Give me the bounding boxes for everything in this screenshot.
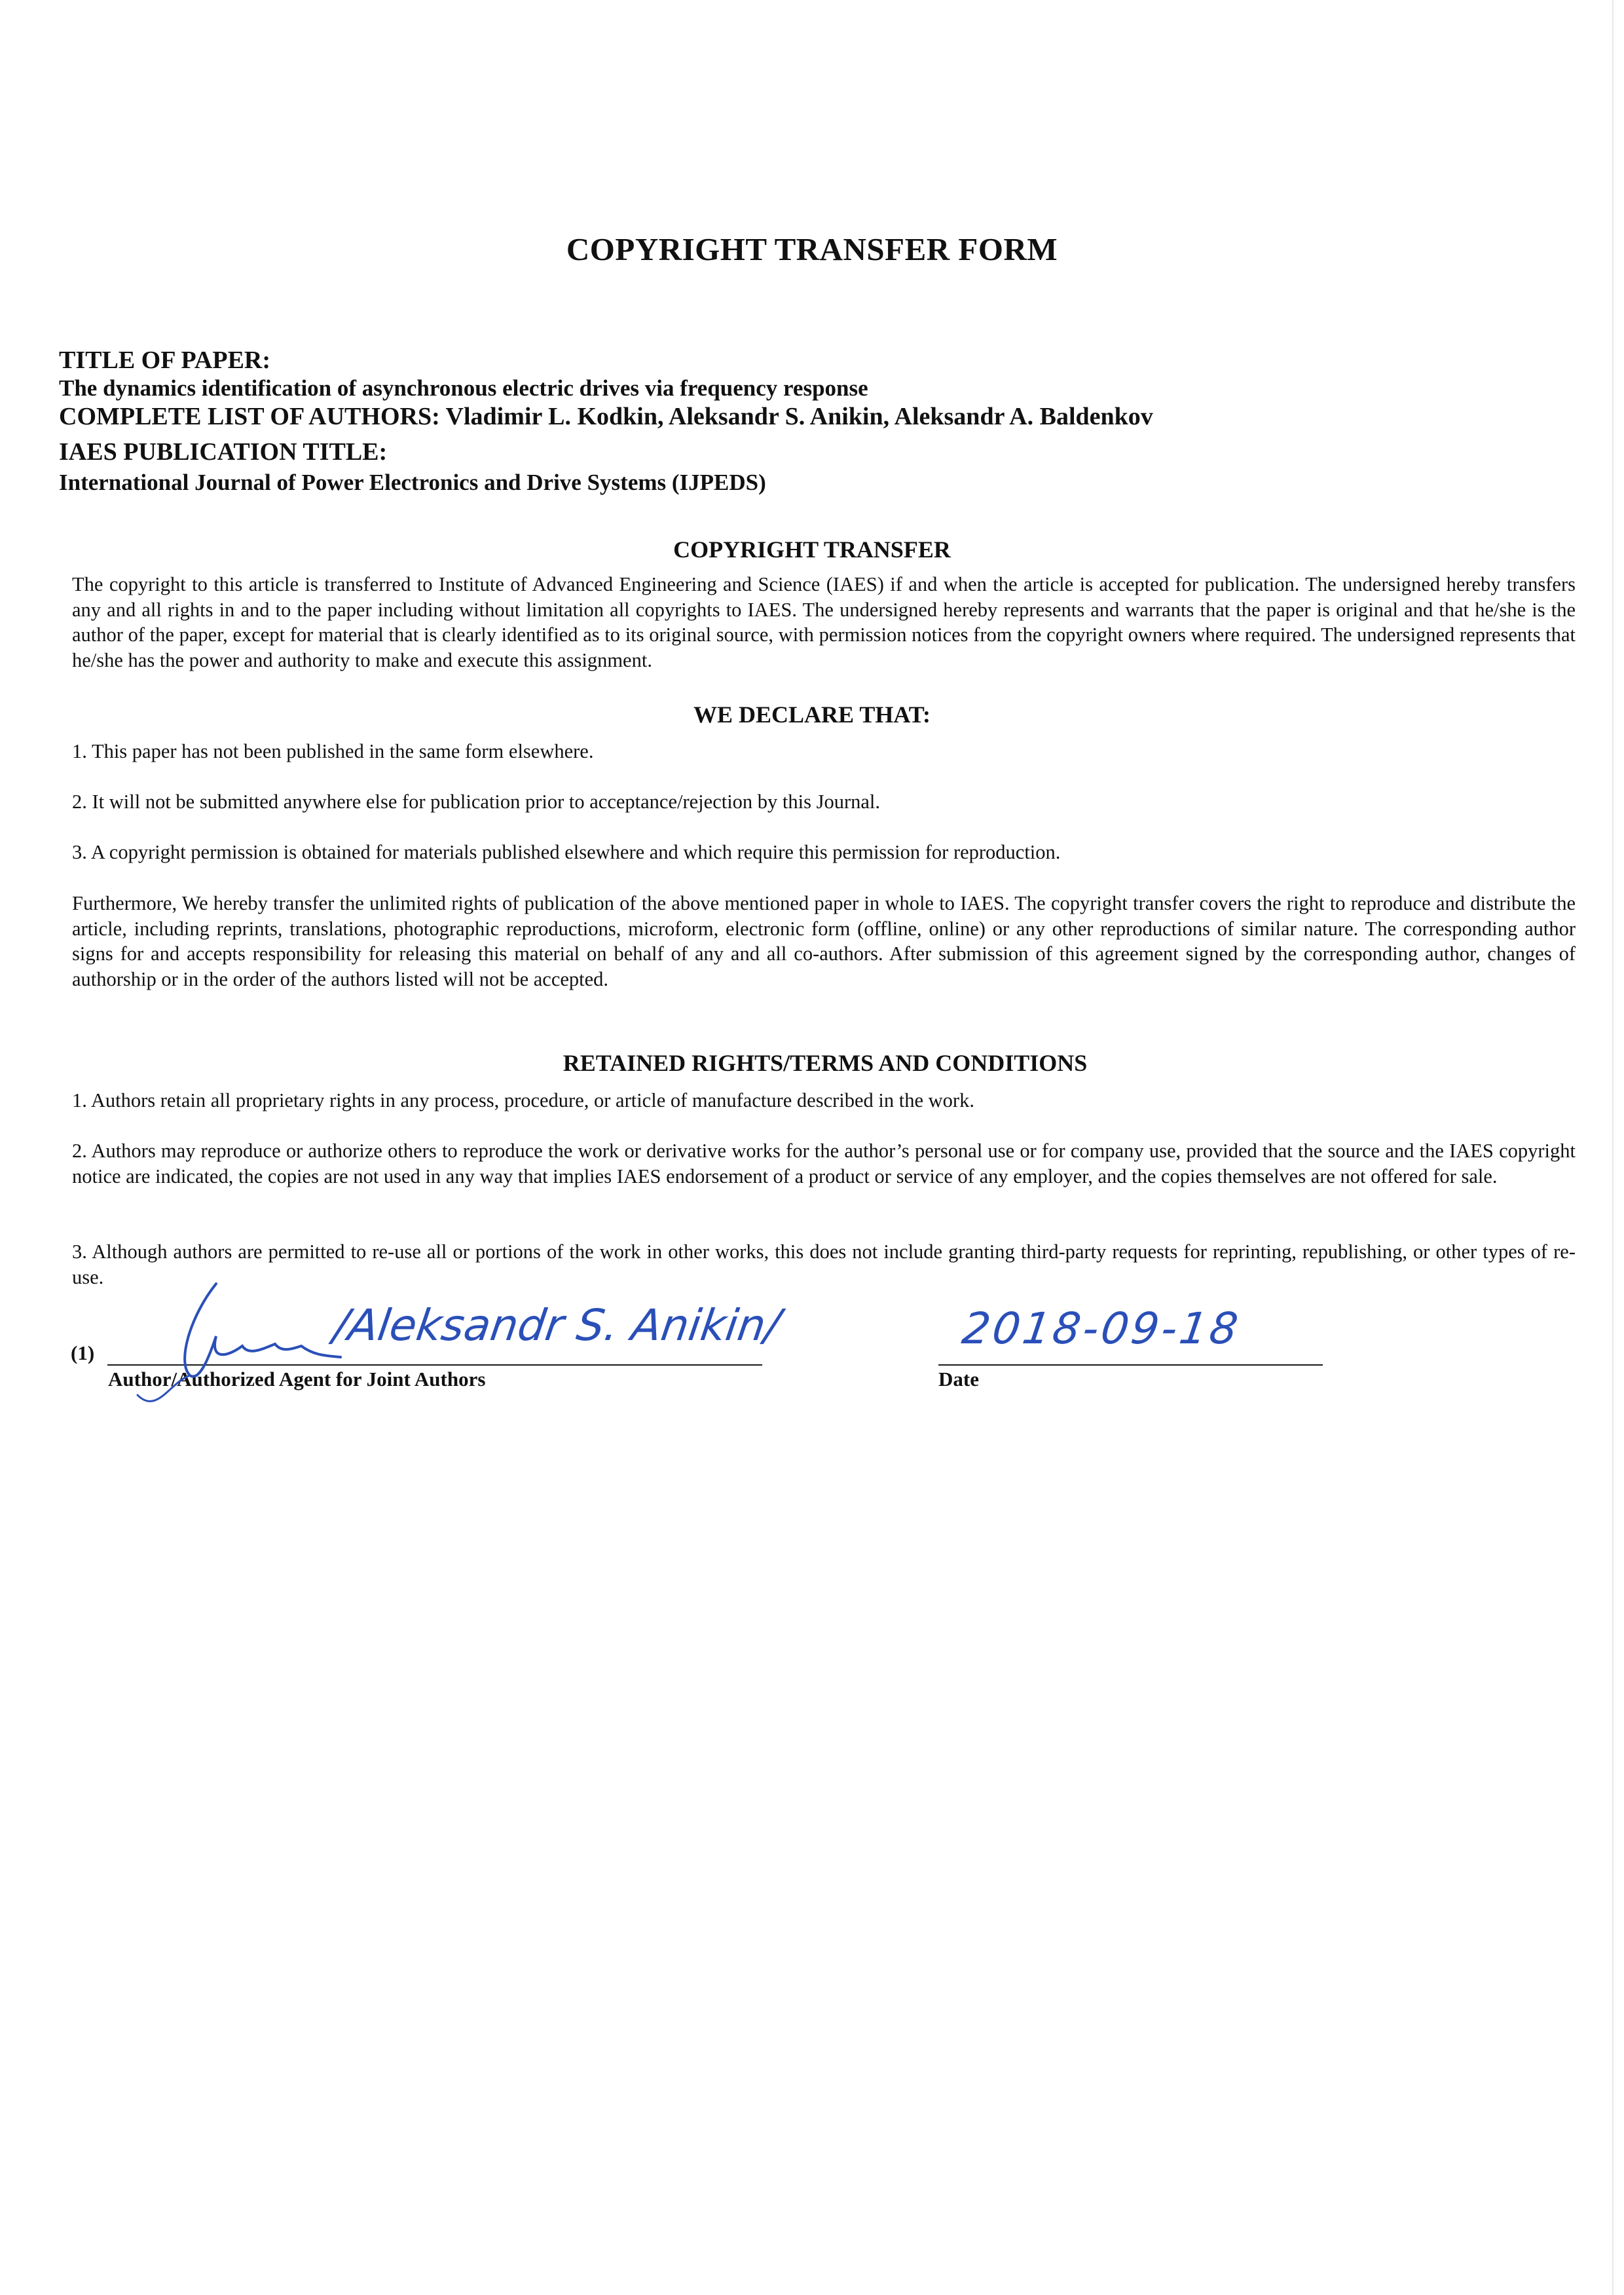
retained-item-2: 2. Authors may reproduce or authorize others to reproduce the work or derivative works for the author’s personal use or for company use, provided that the source and the IAES copyright notice are indicated, the copies are not used in any way that implies IAES endorsement of a product or service of any employer, and the copies themselves are not offered for sale. xyxy=(72,1140,1576,1187)
declaration-item-1: 1. This paper has not been published in the same form elsewhere. xyxy=(72,740,594,762)
publication-title-label: IAES PUBLICATION TITLE: xyxy=(59,438,388,466)
declaration-heading: WE DECLARE THAT: xyxy=(693,701,931,728)
retained-item-1: 1. Authors retain all proprietary rights in any process, procedure, or article of manufacture described in the work. xyxy=(72,1089,974,1111)
handwritten-name: /Aleksandr S. Anikin/ xyxy=(330,1300,784,1351)
paper-title: The dynamics identification of asynchronous electric drives via frequency response xyxy=(59,375,868,401)
copyright-transfer-body: The copyright to this article is transferred to Institute of Advanced Engineering and Science (IAES) if and when the article is accepted for publication. The undersigned hereby transfers any and all rights in and to the paper including without limitation all copyrights to IAES. The undersigned hereby represents and warrants that the paper is original and that he/she is the author of the paper, except for material that is clearly identified as to its original source, with permission notices from the copyright owners where required. The undersigned represents that he/she has the power and authority to make and execute this assignment. xyxy=(72,573,1576,671)
authors-line: COMPLETE LIST OF AUTHORS: Vladimir L. Kodkin, Aleksandr S. Anikin, Aleksandr A. Baldenkov xyxy=(59,403,1153,430)
page-title: COPYRIGHT TRANSFER FORM xyxy=(566,231,1058,267)
title-of-paper-label: TITLE OF PAPER: xyxy=(59,346,271,374)
publication-title: International Journal of Power Electronics and Drive Systems (IJPEDS) xyxy=(59,470,766,495)
date-line xyxy=(938,1364,1323,1366)
retained-rights-heading: RETAINED RIGHTS/TERMS AND CONDITIONS xyxy=(563,1050,1088,1076)
declaration-item-2: 2. It will not be submitted anywhere else for publication prior to acceptance/rejection by this Journal. xyxy=(72,791,881,813)
scan-edge-line xyxy=(1612,0,1614,2295)
retained-item-3: 3. Although authors are permitted to re-use all or portions of the work in other works, this does not include granting third-party requests for reprinting, republishing, or other types of re-use. xyxy=(72,1241,1576,1288)
handwritten-date: 2018-09-18 xyxy=(959,1303,1244,1354)
signer-label: Author/Authorized Agent for Joint Authors xyxy=(108,1368,486,1390)
signature-number: (1) xyxy=(71,1341,95,1364)
copyright-transfer-heading: COPYRIGHT TRANSFER xyxy=(673,536,951,563)
furthermore-paragraph: Furthermore, We hereby transfer the unlimited rights of publication of the above mentioned paper in whole to IAES. The copyright transfer covers the right to reproduce and distribute the article, including reprints, translations, photographic reproductions, microform, electronic form (offline, online) or any other reproductions of similar nature. The corresponding author signs for and accepts responsibility for releasing this material on behalf of any and all co-authors. After submission of this agreement signed by the corresponding author, changes of authorship or in the order of the authors listed will not be accepted. xyxy=(72,892,1576,990)
date-label: Date xyxy=(938,1368,979,1390)
declaration-item-3: 3. A copyright permission is obtained for materials published elsewhere and which require this permission for reproduction. xyxy=(72,841,1061,863)
